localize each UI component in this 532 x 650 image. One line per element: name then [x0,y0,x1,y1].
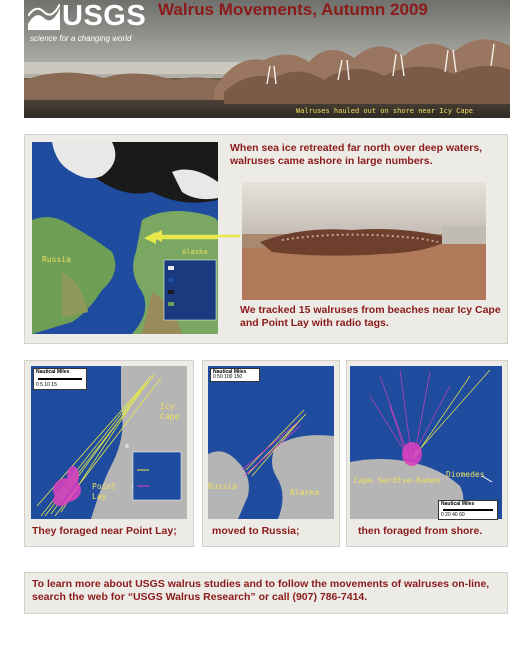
arrow-to-beach [150,228,240,244]
logo-text: USGS [62,0,147,32]
more-info-text: To learn more about USGS walrus studies and to follow the movements of walruses on-line, search the web for “USGS Walrus Research” or call (907) 786-7414. [32,578,490,603]
scale-title: Nautical Miles [213,369,247,375]
logo-tagline: science for a changing world [30,34,132,43]
usgs-wave-icon [28,4,60,30]
track-legend [133,452,181,500]
russia-label: Russia [208,482,237,491]
intro-text: When sea ice retreated far north over deep waters, walruses came ashore in large numbers. [230,142,483,167]
scale-bar-b [210,368,260,382]
caption-shore: then foraged from shore. [358,525,483,537]
walrus-beach-aerial-photo [242,182,486,300]
point-lay-label: Point Lay [92,482,117,501]
scale-values: 0 5 10 15 [36,382,57,388]
scale-title: Nautical Miles [36,369,70,375]
scale-values: 0 50 100 150 [213,374,243,380]
caption-point-lay: They foraged near Point Lay; [32,525,177,537]
cape-label: Cape Serdtse-Kamen [353,476,441,485]
page-title: Walrus Movements, Autumn 2009 [158,0,428,19]
tracked-text: We tracked 15 walruses from beaches near Icy Cape and Point Lay with radio tags. [240,304,501,329]
alaska-label: Alaska [290,488,319,497]
russia-map-label: Russia [42,255,71,264]
scale-bar-a [33,368,87,390]
alaska-map-label: Alaska [182,248,208,256]
caption-russia: moved to Russia; [212,525,300,537]
usgs-logo [28,2,178,46]
scale-bar-c [438,500,498,520]
scale-title: Nautical Miles [441,501,475,507]
scale-values: 0 20 40 60 [441,512,465,518]
icy-cape-label: Icy Cape [160,402,180,421]
cape-serdtse-kamen-map [350,366,502,519]
diomedes-label: Diomedes [446,470,485,479]
photo-caption: Walruses hauled out on shore near Icy Cape [296,107,474,115]
